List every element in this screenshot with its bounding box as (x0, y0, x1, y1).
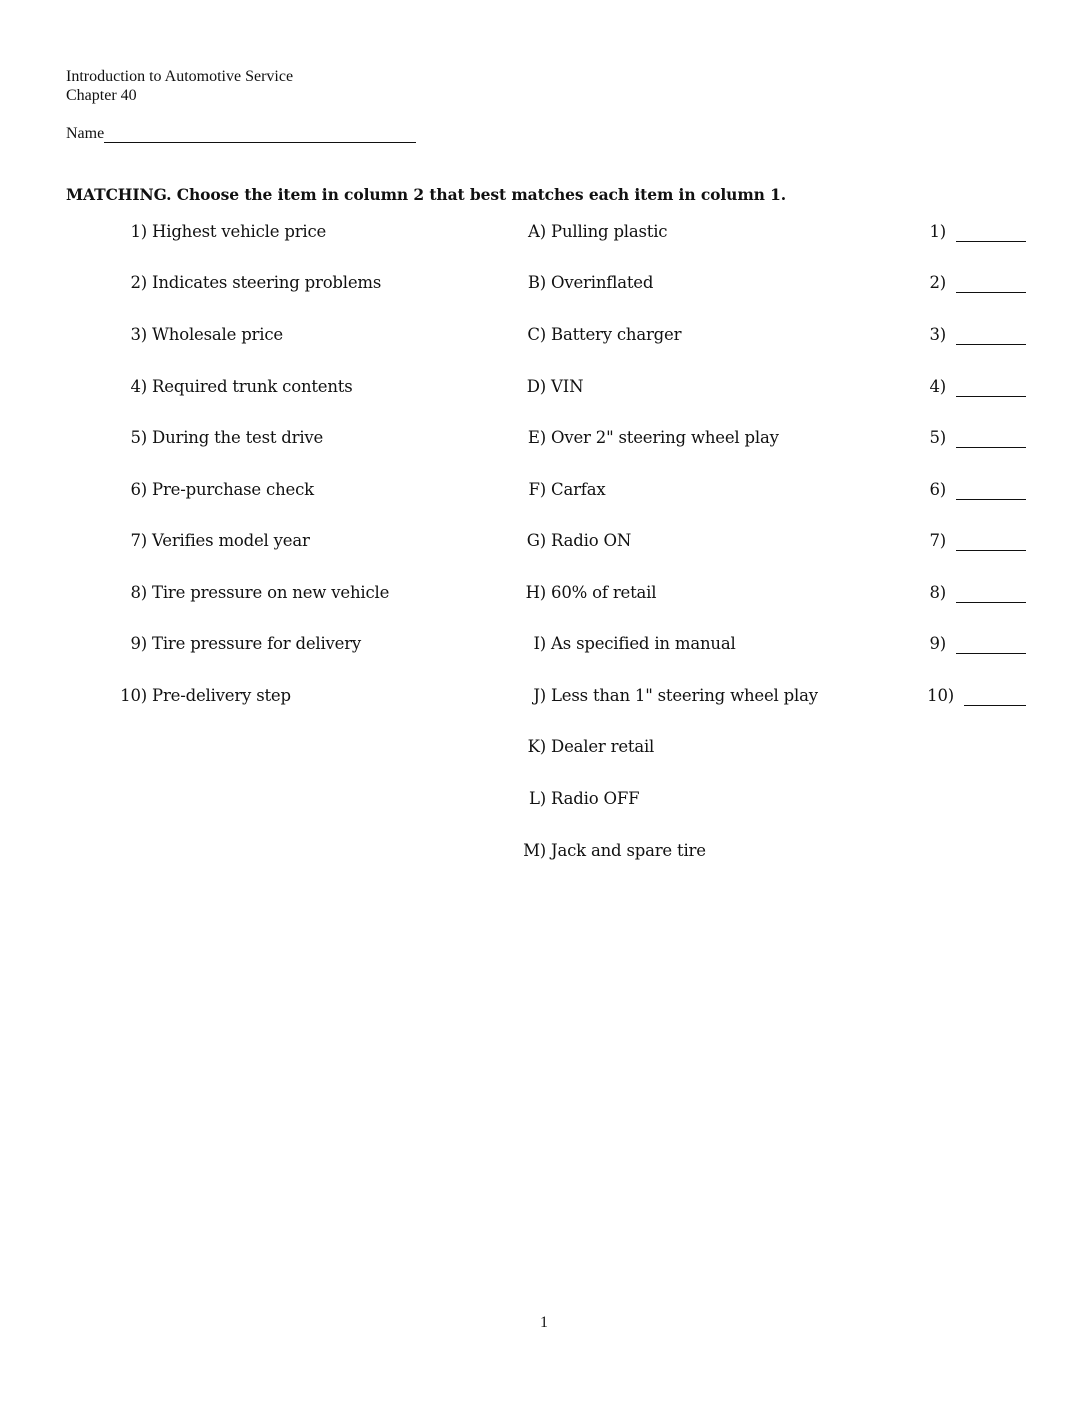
answer-blank[interactable] (956, 602, 1026, 603)
column2-item (514, 428, 914, 447)
choice-letter: I) (533, 634, 546, 653)
answer-slot (920, 377, 1030, 396)
matching-row (0, 531, 1088, 555)
item-text: Indicates steering problems (152, 273, 382, 292)
answer-slot (920, 480, 1030, 499)
column2-item (514, 634, 914, 653)
column2-item (514, 583, 914, 602)
choice-letter: M) (523, 841, 546, 860)
answer-slot (920, 634, 1030, 653)
matching-row (0, 737, 1088, 761)
column1-item (118, 428, 498, 447)
answer-slot (920, 583, 1030, 602)
choice-letter: L) (529, 789, 546, 808)
column1-item (118, 222, 498, 241)
choice-text: Overinflated (551, 273, 654, 292)
item-text: Tire pressure for delivery (152, 634, 362, 653)
answer-slot (920, 222, 1030, 241)
item-number: 8) (130, 583, 147, 602)
column1-item (118, 273, 498, 292)
choice-letter: E) (527, 428, 546, 447)
answer-number: 8) (929, 583, 946, 602)
choice-letter: G) (526, 531, 546, 550)
answer-slot (920, 273, 1030, 292)
answer-blank[interactable] (956, 396, 1026, 397)
matching-row (0, 325, 1088, 349)
item-number: 1) (130, 222, 147, 241)
matching-row (0, 583, 1088, 607)
matching-row (0, 222, 1088, 246)
column1-item (118, 377, 498, 396)
name-blank-line[interactable] (104, 124, 416, 143)
answer-blank[interactable] (956, 499, 1026, 500)
choice-text: Over 2" steering wheel play (551, 428, 779, 447)
choice-letter: H) (525, 583, 546, 602)
instructions-heading: MATCHING. Choose the item in column 2 that best matches each item in column 1. (66, 185, 787, 204)
choice-text: 60% of retail (551, 583, 657, 602)
column2-item (514, 737, 914, 756)
answer-number: 3) (929, 325, 946, 344)
choice-letter: B) (527, 273, 546, 292)
matching-row (0, 841, 1088, 865)
answer-blank[interactable] (956, 344, 1026, 345)
column2-item (514, 273, 914, 292)
item-text: Pre-purchase check (152, 480, 314, 499)
choice-text: Less than 1" steering wheel play (551, 686, 818, 705)
column1-item (118, 583, 498, 602)
answer-blank[interactable] (956, 653, 1026, 654)
item-number: 10) (120, 686, 147, 705)
answer-slot (920, 428, 1030, 447)
choice-letter: K) (527, 737, 546, 756)
name-label: Name (66, 125, 105, 142)
answer-blank[interactable] (956, 550, 1026, 551)
answer-number: 2) (929, 273, 946, 292)
choice-text: Jack and spare tire (551, 841, 706, 860)
item-number: 5) (130, 428, 147, 447)
choice-text: Radio ON (551, 531, 632, 550)
item-text: Pre-delivery step (152, 686, 291, 705)
answer-number: 5) (929, 428, 946, 447)
item-text: Wholesale price (152, 325, 283, 344)
matching-row (0, 273, 1088, 297)
answer-blank[interactable] (956, 447, 1026, 448)
column1-item (118, 480, 498, 499)
matching-row (0, 428, 1088, 452)
choice-letter: C) (527, 325, 546, 344)
item-text: Highest vehicle price (152, 222, 327, 241)
item-text: Tire pressure on new vehicle (152, 583, 390, 602)
column1-item (118, 634, 498, 653)
item-number: 7) (130, 531, 147, 550)
item-number: 3) (130, 325, 147, 344)
matching-row (0, 686, 1088, 710)
column2-item (514, 377, 914, 396)
column2-item (514, 325, 914, 344)
choice-text: Carfax (551, 480, 606, 499)
answer-number: 7) (929, 531, 946, 550)
choice-text: VIN (551, 377, 584, 396)
answer-slot (920, 686, 1030, 705)
matching-row (0, 377, 1088, 401)
choice-text: Dealer retail (551, 737, 655, 756)
answer-blank[interactable] (964, 705, 1026, 706)
choice-letter: A) (528, 222, 546, 241)
item-text: During the test drive (152, 428, 324, 447)
column2-item (514, 841, 914, 860)
column2-item (514, 686, 914, 705)
item-number: 6) (130, 480, 147, 499)
column2-item (514, 480, 914, 499)
answer-number: 6) (929, 480, 946, 499)
item-number: 4) (130, 377, 147, 396)
answer-blank[interactable] (956, 241, 1026, 242)
matching-row (0, 789, 1088, 813)
choice-letter: F) (528, 480, 546, 499)
matching-row (0, 480, 1088, 504)
answer-number: 9) (929, 634, 946, 653)
column1-item (118, 531, 498, 550)
answer-number: 4) (929, 377, 946, 396)
choice-letter: J) (533, 686, 546, 705)
item-number: 9) (130, 634, 147, 653)
answer-slot (920, 325, 1030, 344)
matching-row (0, 634, 1088, 658)
column2-item (514, 222, 914, 241)
course-title: Introduction to Automotive Service (66, 68, 294, 85)
item-text: Required trunk contents (152, 377, 353, 396)
choice-text: As specified in manual (551, 634, 736, 653)
column1-item (118, 325, 498, 344)
choice-text: Radio OFF (551, 789, 640, 808)
answer-number: 10) (927, 686, 954, 705)
name-field-row (66, 124, 416, 143)
choice-letter: D) (526, 377, 546, 396)
answer-number: 1) (929, 222, 946, 241)
choice-text: Pulling plastic (551, 222, 668, 241)
item-text: Verifies model year (152, 531, 310, 550)
column2-item (514, 789, 914, 808)
chapter-label: Chapter 40 (66, 87, 137, 104)
page-number: 1 (540, 1314, 548, 1331)
answer-slot (920, 531, 1030, 550)
item-number: 2) (130, 273, 147, 292)
choice-text: Battery charger (551, 325, 682, 344)
answer-blank[interactable] (956, 292, 1026, 293)
column2-item (514, 531, 914, 550)
column1-item (118, 686, 498, 705)
